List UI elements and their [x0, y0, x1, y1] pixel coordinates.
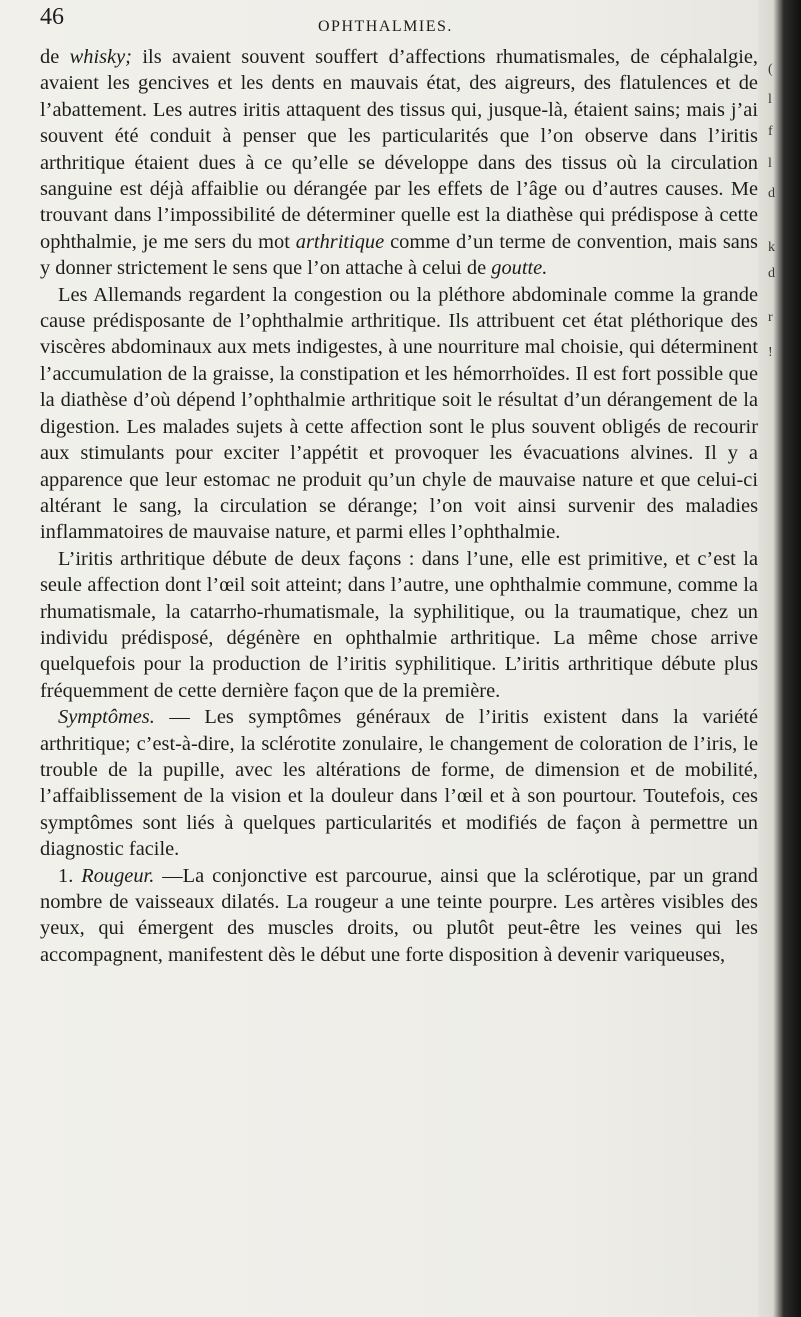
- binding-fragment: l: [768, 156, 772, 171]
- paragraph: [40, 44, 758, 282]
- binding-fragment: l: [768, 92, 772, 107]
- paragraph: [40, 863, 758, 969]
- italic-text: goutte.: [491, 257, 548, 280]
- binding-fragment: !: [768, 345, 773, 360]
- text-run: — Les symptômes généraux de l’iritis existent dans la variété arthritique; c’est-à-dire, la sclérotite zonulaire, le changement de coloration de l’iris, le trouble de la pupille, avec les altérations de forme, de dimension et de mobilité, l’affaiblissement de la vision et la douleur dans l’œil et à son pourtour. Toutefois, ces symptômes sont liés à quelques particularités et modifiés de façon à permettre un diagnostic facile.: [40, 706, 758, 861]
- running-title: OPHTHALMIES.: [318, 18, 453, 35]
- paragraph: [40, 704, 758, 862]
- binding-fragment: r: [768, 310, 773, 325]
- page-binding-edge: [758, 0, 801, 1317]
- binding-fragment: (: [768, 62, 773, 77]
- binding-fragment: f: [768, 124, 773, 139]
- paragraph: [40, 282, 758, 546]
- binding-fragment: d: [768, 266, 775, 281]
- page-number: 46: [40, 4, 64, 30]
- italic-text: whisky;: [69, 46, 132, 68]
- text-run: comme d’un terme de convention, mais sans y donner strictement le sens que l’on attache à celui de: [40, 230, 758, 280]
- text-run: de: [40, 46, 70, 68]
- italic-text: Symptômes.: [58, 706, 155, 729]
- italic-text: Rougeur.: [81, 864, 155, 887]
- body-text: [40, 44, 758, 968]
- text-run: ils avaient souvent souffert d’affections rhumatismales, de céphalalgie, avaient les gencives et les dents en mauvais état, des aigreurs, des flatulences et de l’abattement. Les autres iritis attaquent des tissus qui, jusque-là, étaient sains; mais j’ai souvent été conduit à penser que les particularités que l’on observe dans l’iritis arthritique étaient dues à ce qu’elle se développe dans des tissus où la circulation sanguine est déjà affaiblie ou dérangée par les effets de l’âge ou d’autres causes. Me trouvant dans l’impossibilité de déterminer quelle est la diathèse qui prédispose à cette ophthalmie, je me sers du mot: [40, 46, 759, 253]
- paragraph: [40, 546, 758, 704]
- text-run: L’iritis arthritique débute de deux façons : dans l’une, elle est primitive, et c’est la seule affection dont l’œil soit atteint; dans l’autre, une ophthalmie commune, comme la rhumatismale, la catarrho-rhumatismale, la syphilitique, ou la traumatique, chez un individu prédisposé, dégénère en ophthalmie arthritique. La même chose arrive quelquefois pour la production de l’iritis syphilitique. L’iritis arthritique débute plus fréquemment de cette dernière façon que de la première.: [40, 547, 758, 702]
- text-run: —La conjonctive est parcourue, ainsi que la sclérotique, par un grand nombre de vaisseaux dilatés. La rougeur a une teinte pourpre. Les artères visibles des yeux, qui émergent des muscles droits, ou plutôt peut-être les veines qui les accompagnent, manifestent dès le début une forte disposition à devenir variqueuses,: [40, 864, 758, 966]
- text-run: 1.: [58, 864, 82, 887]
- binding-fragment: k: [768, 240, 775, 255]
- binding-fragment: d: [768, 186, 775, 201]
- text-run: Les Allemands regardent la congestion ou la pléthore abdominale comme la grande cause prédisposante de l’ophthalmie arthritique. Ils attribuent cet état pléthorique des viscères abdominaux aux mets indigestes, à une nourriture mal choisie, qui déterminent l’accumulation de la graisse, la constipation et les hémorrhoïdes. Il est fort possible que la diathèse d’où dépend l’ophthalmie arthritique soit le résultat d’un dérangement de la digestion. Les malades sujets à cette affection sont le plus souvent obligés de recourir aux stimulants pour exciter l’appétit et provoquer les évacuations alvines. Il y a apparence que leur estomac ne produit qu’un chyle de mauvaise nature et que celui-ci altérant le sang, la circulation se dérange; l’on voit ainsi survenir des maladies inflammatoires de mauvaise nature, et parmi elles l’ophthalmie.: [40, 283, 758, 544]
- italic-text: arthritique: [295, 230, 385, 253]
